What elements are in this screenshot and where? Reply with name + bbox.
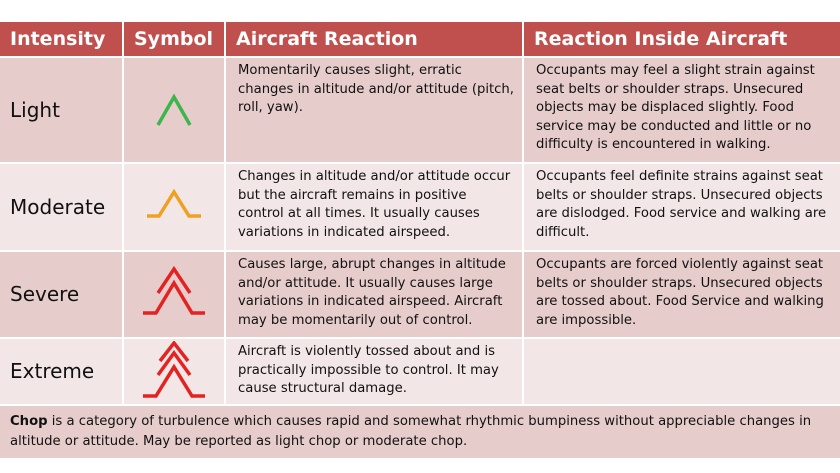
- light-turbulence-symbol-icon: [144, 85, 204, 135]
- header-aircraft-reaction: Aircraft Reaction: [225, 22, 523, 57]
- table-row-light: [0, 57, 840, 163]
- symbol-cell: [123, 251, 225, 338]
- symbol-cell: [123, 338, 225, 405]
- chop-definition-text: is a category of turbulence which causes rapid and somewhat rhythmic bumpiness without appreciable changes in altitude or attitude. May be reported as light chop or moderate chop.: [10, 414, 812, 449]
- symbol-cell: [123, 163, 225, 251]
- chop-definition-note: [0, 406, 840, 458]
- chop-term: Chop: [10, 414, 48, 429]
- aircraft-reaction-cell: Changes in altitude and/or attitude occur but the aircraft remains in positive control at all times. It usually causes variations in indicated airspeed.: [225, 163, 523, 251]
- intensity-cell: Severe: [0, 251, 123, 338]
- reaction-inside-cell: Occupants feel definite strains against seat belts or shoulder straps. Unsecured objects are dislodged. Food service and walking are difficult.: [523, 163, 840, 251]
- header-reaction-inside-aircraft: Reaction Inside Aircraft: [523, 22, 840, 57]
- symbol-cell: [123, 57, 225, 163]
- turbulence-table-container: [0, 22, 840, 458]
- aircraft-reaction-cell: Aircraft is violently tossed about and is practically impossible to control. It may cause structural damage.: [225, 338, 523, 405]
- reaction-inside-cell: [523, 338, 840, 405]
- extreme-turbulence-symbol-icon: [137, 341, 211, 403]
- intensity-cell: Light: [0, 57, 123, 163]
- moderate-turbulence-symbol-icon: [139, 182, 209, 232]
- intensity-cell: Moderate: [0, 163, 123, 251]
- table-row-extreme: [0, 338, 840, 405]
- table-row-moderate: [0, 163, 840, 251]
- reaction-inside-cell: Occupants are forced violently against seat belts or shoulder straps. Unsecured objects are tossed about. Food Service and walking are impossible.: [523, 251, 840, 338]
- table-header-row: [0, 22, 840, 57]
- reaction-inside-cell: Occupants may feel a slight strain against seat belts or shoulder straps. Unsecured objects may be displaced slightly. Food service may be conducted and little or no difficulty is encountered in walking.: [523, 57, 840, 163]
- aircraft-reaction-cell: Causes large, abrupt changes in altitude and/or attitude. It usually causes large variations in indicated airspeed. Aircraft may be momentarily out of control.: [225, 251, 523, 338]
- table-row-severe: [0, 251, 840, 338]
- severe-turbulence-symbol-icon: [137, 265, 211, 325]
- aircraft-reaction-cell: Momentarily causes slight, erratic changes in altitude and/or attitude (pitch, roll, yaw).: [225, 57, 523, 163]
- header-intensity: Intensity: [0, 22, 123, 57]
- intensity-cell: Extreme: [0, 338, 123, 405]
- turbulence-intensity-table: [0, 22, 840, 406]
- header-symbol: Symbol: [123, 22, 225, 57]
